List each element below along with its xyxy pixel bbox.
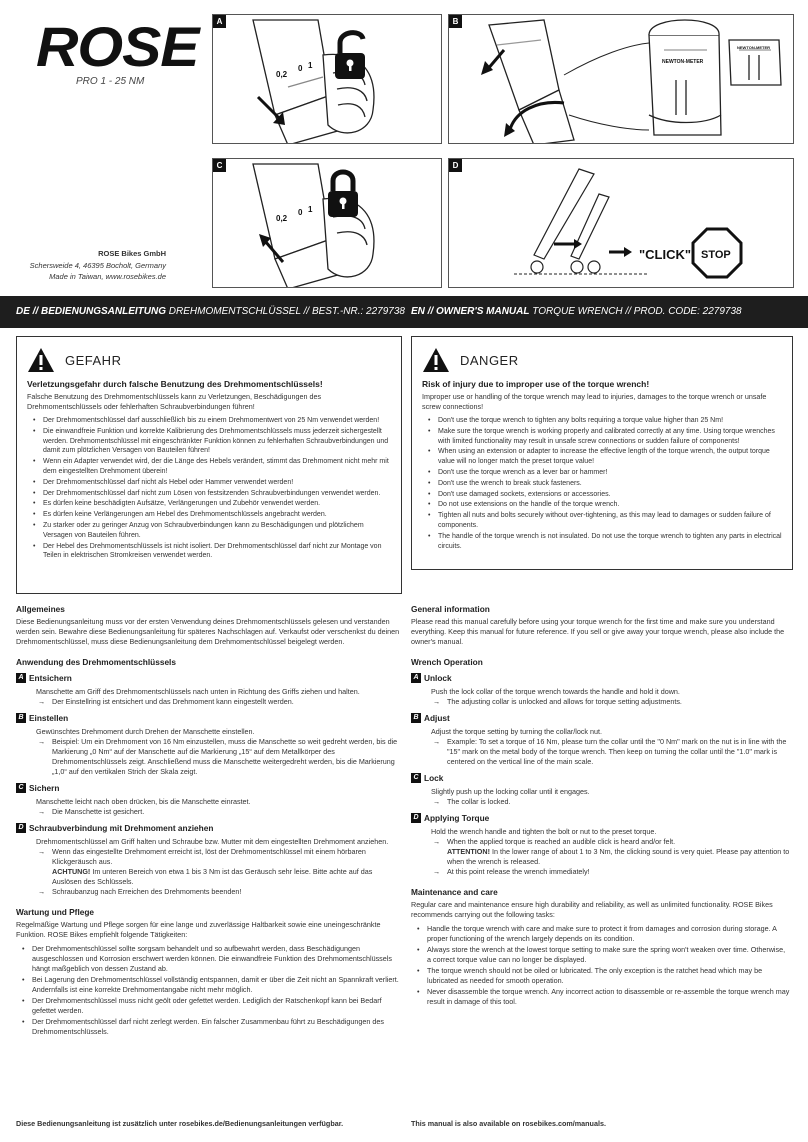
list-item: • Der Drehmomentschlüssel sollte sorgsam behandelt und so aufbewahrt werden, dass Beschädigungen ausgeschlossen und Korrosion erschwert werden können. Die einwandfreie Funktion des Drehmomentschlüssels hängt maßgeblich von dessen Zustand ab. — [16, 944, 400, 974]
list-item: • Do not use extensions on the handle of the torque wrench. — [422, 500, 782, 510]
step-d-text-en: Hold the wrench handle and tighten the bolt or nut to the preset torque. — [431, 827, 657, 836]
company-address: Schersweide 4, 46395 Bocholt, Germany — [29, 260, 166, 270]
step-b-text-de: Gewünschtes Drehmoment durch Drehen der Manschette einstellen. — [36, 727, 255, 736]
unlock-icon — [335, 33, 365, 79]
danger-subtitle-de: Verletzungsgefahr durch falsche Benutzung des Drehmomentschlüssels! — [27, 379, 323, 389]
model-name: PRO 1 - 25 NM — [76, 76, 145, 87]
warning-triangle-icon — [27, 347, 55, 373]
step-c-badge-en: C — [411, 773, 421, 783]
step-b-text-en: Adjust the torque setting by turning the collar/lock nut. — [431, 727, 603, 736]
scale-mark-c3: 1 — [308, 205, 313, 214]
danger-list-en — [422, 416, 782, 551]
step-a-title-en: Unlock — [424, 673, 452, 683]
stop-sign-icon — [693, 229, 741, 277]
list-item: • Handle the torque wrench with care and make sure to protect it from damages and corrosion during storage. A proper functioning of the wrench largely depends on its condition. — [411, 924, 791, 944]
step-b-title-en: Adjust — [424, 713, 450, 723]
wrench-adjust-illustration — [449, 15, 794, 144]
step-c-result-en: → The collar is locked. — [411, 797, 791, 807]
panel-b-label: B — [449, 15, 462, 28]
footer-en: This manual is also available on rosebikes.com/manuals. — [411, 1119, 606, 1128]
general-text-de: Diese Bedienungsanleitung muss vor der ersten Verwendung deines Drehmomentschlüssels gelesen und verstanden werden sein. Bewahre diese Bedienungsanleitung für späteres Nachschlagen auf. Verkaufst oder verschenkst du deinen Drehmomentschlüssel, muss diese Bedienungsanleitung dem Drehmomentschlüssel beigelegt werden. — [16, 617, 400, 646]
danger-intro-en: Improper use or handling of the torque wrench may lead to injuries, damages to the torque wrench or unsafe screw connections! — [422, 392, 767, 411]
header-en-rest: TORQUE WRENCH // PROD. CODE: 2279738 — [529, 306, 742, 317]
step-a-text-en: Push the lock collar of the torque wrench towards the handle and hold it down. — [431, 687, 680, 696]
list-item: • Es dürfen keine beschädigten Aufsätze, Verlängerungen und Zubehör verwendet werden. — [27, 499, 391, 509]
scale-mark-a3: 1 — [308, 61, 313, 70]
company-made: Made in Taiwan, www.rosebikes.de — [49, 272, 166, 281]
list-item: • Don't use the torque wrench to tighten any bolts requiring a torque value higher than 25 Nm! — [422, 416, 782, 426]
step-d-title-en: Applying Torque — [424, 813, 490, 823]
list-item: • Always store the wrench at the lowest torque setting to make sure the spring won't weaken over time. Otherwise, a correct torque value can no longer be displayed. — [411, 945, 791, 965]
list-item: • Der Drehmomentschlüssel darf nicht als Hebel oder Hammer verwendet werden! — [27, 478, 391, 488]
list-item: • Make sure the torque wrench is working properly and calibrated correctly at any time. Using torque wrenches with limited functionality may result in unsafe screw connections or sudden failure of components! — [422, 427, 782, 447]
newton-label-large: NEWTON-METER — [662, 59, 704, 65]
step-c-badge-de: C — [16, 783, 26, 793]
step-d-warn-bold-de: ACHTUNG! — [52, 867, 91, 876]
danger-list-de — [27, 416, 391, 561]
list-item: • Don't use the wrench to break stuck fasteners. — [422, 479, 782, 489]
list-item: • Der Drehmomentschlüssel darf ausschließlich bis zu einem Drehmomentwert von 25 Nm verwendet werden! — [27, 416, 391, 426]
list-item: • Der Drehmomentschlüssel darf nicht zerlegt werden. Ein falscher Zusammenbau führt zu Beschädigungen des Drehmomentschlüssels. — [16, 1017, 400, 1037]
list-item: • Bei Lagerung den Drehmomentschlüssel vollständig entspannen, damit er über die Zeit nicht an Spannkraft verliert. Andernfalls ist eine korrekte Drehmomentangabe nicht mehr möglich. — [16, 975, 400, 995]
list-item: • Don't use damaged sockets, extensions or accessories. — [422, 490, 782, 500]
step-c-title-de: Sichern — [29, 783, 60, 793]
danger-title-de: GEFAHR — [65, 352, 122, 368]
list-item: • Wenn ein Adapter verwendet wird, der die Länge des Hebels verändert, stimmt das Drehmoment nicht mehr mit dem eingestellten Drehmoment überein! — [27, 457, 391, 477]
warning-triangle-icon — [422, 347, 450, 373]
wrench-click-illustration — [449, 159, 794, 288]
general-text-en: Please read this manual carefully before using your torque wrench for the first time and make sure you understand everything. Keep this manual for future reference. If you sell or give away your torque wrench, please also include the owner's manual. — [411, 617, 785, 646]
column-de — [16, 604, 400, 1038]
list-item: • Die einwandfreie Funktion und korrekte Kalibrierung des Drehmomentschlüssels muss jederzeit sichergestellt werden. Drehmomentschlüssel mit eingeschränkter Funktion können zu fehlerhaften Schraubverbindungen und damit zum plötzlichen Versagen von Bauteilen führen! — [27, 427, 391, 456]
list-item: • Tighten all nuts and bolts securely without over-tightening, as this may lead to damages or sudden failure of components. — [422, 511, 782, 531]
header-de — [16, 296, 405, 328]
general-title-en: General information — [411, 604, 490, 614]
step-a-result-de: → Der Einstellring ist entsichert und das Drehmoment kann eingestellt werden. — [16, 697, 400, 707]
wrench-unlock-illustration — [213, 15, 442, 144]
scale-mark-c2: 0 — [298, 208, 303, 217]
list-item: • Never disassemble the torque wrench. Any incorrect action to disassemble or re-assemble the torque wrench may result in damage of this tool. — [411, 987, 791, 1007]
danger-title-en: DANGER — [460, 352, 519, 368]
step-c-text-de: Manschette leicht nach oben drücken, bis die Manschette einrastet. — [36, 797, 251, 806]
step-c-text-en: Slightly push up the locking collar until it engages. — [431, 787, 590, 796]
list-item: • The torque wrench should not be oiled or lubricated. The only exception is the ratchet head which may be lubricated as needed for smooth operation. — [411, 966, 791, 986]
step-b-title-de: Einstellen — [29, 713, 69, 723]
scale-mark-a1: 0,2 — [276, 70, 288, 79]
step-d-warn-bold-en: ATTENTION! — [447, 847, 490, 856]
panel-a-label: A — [213, 15, 226, 28]
step-a-result-en: → The adjusting collar is unlocked and allows for torque setting adjustments. — [411, 697, 791, 707]
step-d-warn-en: In the lower range of about 1 to 3 Nm, the clicking sound is very quiet. Please pay attention to when the wrench is released. — [447, 847, 790, 866]
op-title-en: Wrench Operation — [411, 657, 483, 667]
panel-a — [212, 14, 442, 144]
click-text: "CLICK" — [639, 247, 692, 262]
step-d-result2-de: → Schraubanzug nach Erreichen des Drehmoments beenden! — [16, 887, 400, 897]
step-b-result-de: → Beispiel: Um ein Drehmoment von 16 Nm einzustellen, muss die Manschette so weit gedreht werden, bis die Markierung „0 Nm“ auf der Manschette auf die Markierung „15“ auf dem Metallkörper des Drehmomentschlüssels zeigt. Anschließend muss die Manschette weitergedreht werden, bis die Markierung „1,0“ auf den vertikalen Strich der Skala zeigt. — [16, 737, 400, 777]
stop-text: STOP — [701, 249, 731, 261]
panel-c — [212, 158, 442, 288]
list-item: • Don't use the torque wrench as a lever bar or hammer! — [422, 468, 782, 478]
list-item: • The handle of the torque wrench is not insulated. Do not use the torque wrench to tighten any parts in electrical circuits. — [422, 532, 782, 552]
step-d-result1-text-de: Wenn das eingestellte Drehmoment erreicht ist, löst der Drehmomentschlüssel mit einem hörbaren Klickgeräusch aus. — [52, 847, 366, 866]
panel-c-label: C — [213, 159, 226, 172]
scale-mark-c1: 0,2 — [276, 214, 288, 223]
step-b-badge-en: B — [411, 713, 421, 723]
step-a-badge-de: A — [16, 673, 26, 683]
general-title-de: Allgemeines — [16, 604, 65, 614]
list-item: • Zu starker oder zu geringer Anzug von Schraubverbindungen kann zu Beschädigungen und plötzlichem Versagen von Bauteilen führen. — [27, 521, 391, 541]
step-a-title-de: Entsichern — [29, 673, 72, 683]
step-d-badge-de: D — [16, 823, 26, 833]
company-name: ROSE Bikes GmbH — [98, 249, 166, 258]
step-d-result1-en — [411, 837, 791, 867]
header-de-bold: DE // BEDIENUNGSANLEITUNG — [16, 306, 167, 317]
step-d-title-de: Schraubverbindung mit Drehmoment anziehen — [29, 823, 214, 833]
step-d-text-de: Drehmomentschlüssel am Griff halten und Schraube bzw. Mutter mit dem eingestellten Drehmoment anziehen. — [36, 837, 389, 846]
maint-list-de — [16, 944, 400, 1037]
header-en-bold: EN // OWNER'S MANUAL — [411, 306, 530, 317]
maint-text-de: Regelmäßige Wartung und Pflege sorgen für eine lange und zuverlässige Haltbarkeit sowie eine uneingeschränkte Funktion. ROSE Bikes empfiehlt folgende Tätigkeiten: — [16, 920, 381, 939]
step-a-text-de: Manschette am Griff des Drehmomentschlüssels nach unten in Richtung des Griffs ziehen und halten. — [36, 687, 360, 696]
header-de-rest: DREHMOMENTSCHLÜSSEL // BEST.-NR.: 2279738 — [166, 306, 405, 317]
step-d-badge-en: D — [411, 813, 421, 823]
maint-text-en: Regular care and maintenance ensure high durability and reliability, as well as unlimited functionality. ROSE Bikes recommends carrying out the following tasks: — [411, 900, 773, 919]
panel-d-label: D — [449, 159, 462, 172]
scale-mark-a2: 0 — [298, 64, 303, 73]
list-item: • When using an extension or adapter to increase the effective length of the torque wrench, the output torque value will no longer match the preset torque value! — [422, 447, 782, 467]
list-item: • Der Hebel des Drehmomentschlüssels ist nicht isoliert. Der Drehmomentschlüssel darf nicht zur Montage von Teilen in elektrischen Stromkreisen verwendet werden. — [27, 542, 391, 562]
column-en — [411, 604, 791, 1008]
step-c-result-de: → Die Manschette ist gesichert. — [16, 807, 400, 817]
step-d-result2-en: → At this point release the wrench immediately! — [411, 867, 791, 877]
step-b-badge-de: B — [16, 713, 26, 723]
lock-icon — [328, 172, 358, 217]
brand-logo: ROSE — [36, 15, 199, 78]
list-item: • Es dürfen keine Verlängerungen am Hebel des Drehmomentschlüssels angebracht werden. — [27, 510, 391, 520]
header-bar — [0, 296, 808, 328]
maint-title-en: Maintenance and care — [411, 887, 498, 897]
danger-intro-de: Falsche Benutzung des Drehmomentschlüssels kann zu Verletzungen, Beschädigungen des Drehmomentschlüssels oder fehlerhaften Schraubverbindungen führen! — [27, 392, 322, 411]
danger-box-de — [16, 336, 402, 594]
header-en — [411, 296, 742, 328]
wrench-lock-illustration — [213, 159, 442, 288]
company-info — [20, 248, 166, 283]
danger-subtitle-en: Risk of injury due to improper use of the torque wrench! — [422, 379, 650, 389]
maint-title-de: Wartung und Pflege — [16, 907, 95, 917]
panel-b — [448, 14, 794, 144]
step-d-warn-de: Im unteren Bereich von etwa 1 bis 3 Nm ist das Geräusch sehr leise. Bitte achte auf das Auslösen des Schlüssels. — [52, 867, 373, 886]
newton-label-small: NEWTON-METER — [737, 45, 771, 50]
step-c-title-en: Lock — [424, 773, 444, 783]
list-item: • Der Drehmomentschlüssel muss nicht geölt oder gefettet werden. Lediglich der Ratschenkopf kann bei Bedarf gefettet werden. — [16, 996, 400, 1016]
maint-list-en — [411, 924, 791, 1007]
footer-de: Diese Bedienungsanleitung ist zusätzlich unter rosebikes.de/Bedienungsanleitungen verfügbar. — [16, 1119, 344, 1128]
use-title-de: Anwendung des Drehmomentschlüssels — [16, 657, 176, 667]
list-item: • Der Drehmomentschlüssel darf nicht zum Lösen von festsitzenden Schraubverbindungen verwendet werden. — [27, 489, 391, 499]
step-d-result1-de — [16, 847, 400, 887]
step-a-badge-en: A — [411, 673, 421, 683]
step-b-result-en: → Example: To set a torque of 16 Nm, please turn the collar until the "0 Nm" mark on the nut is in line with the "15" mark on the metal body of the torque wrench. Then keep on turning the collar until the "1.0" mark is centered on the vertical line of the main scale. — [411, 737, 791, 767]
step-d-result1-text-en: When the applied torque is reached an audible click is heard and/or felt. — [447, 837, 676, 846]
danger-box-en — [411, 336, 793, 570]
panel-d — [448, 158, 794, 288]
